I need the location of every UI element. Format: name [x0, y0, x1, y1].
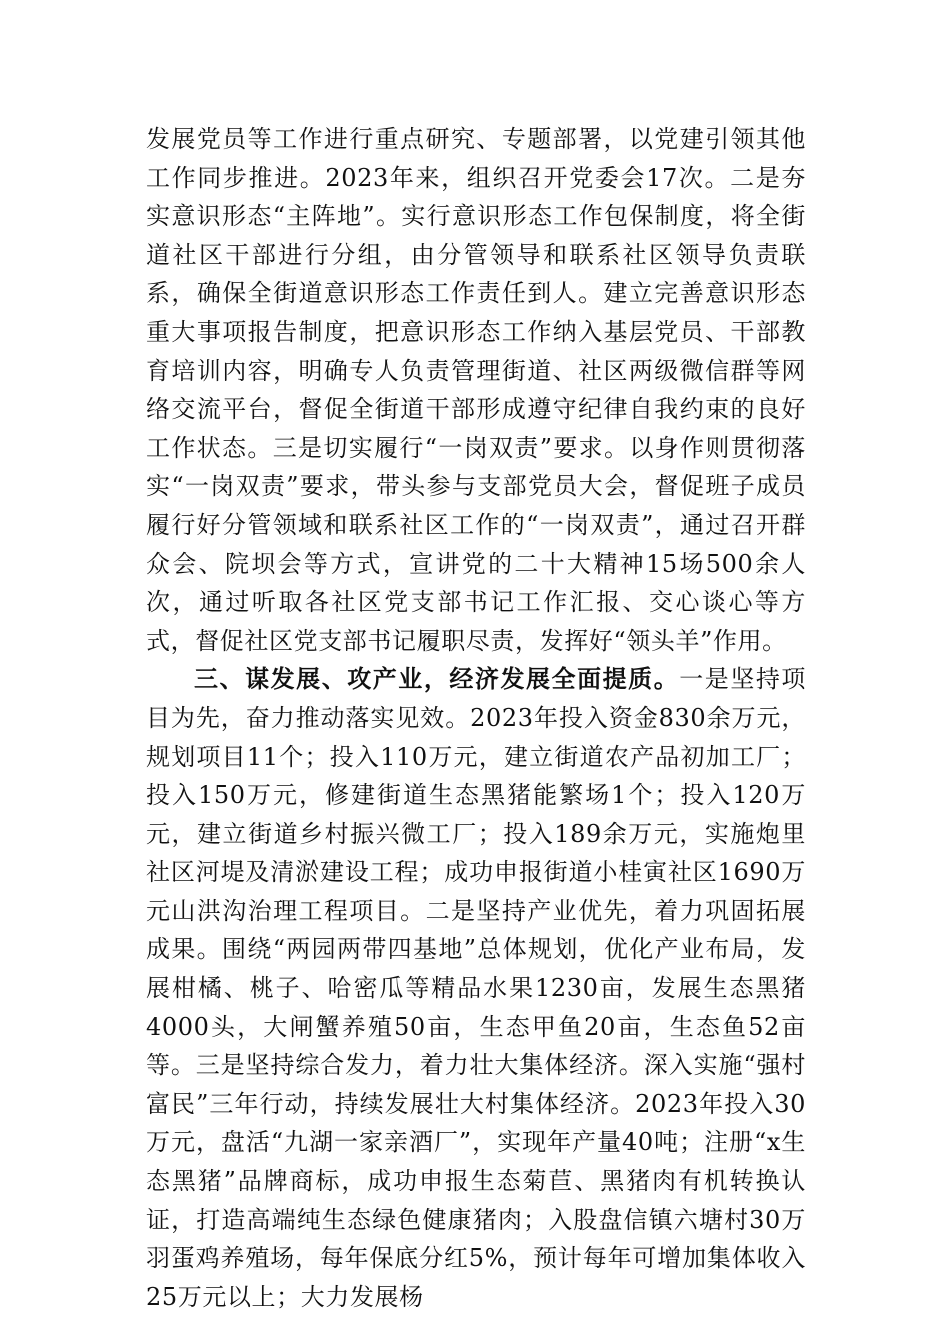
- paragraph-party-building: [146, 120, 806, 660]
- paragraph-economic-development: [146, 660, 806, 1316]
- paragraph-text: 发展党员等工作进行重点研究、专题部署，以党建引领其他工作同步推进。2023年来，组织召开党委会17次。二是夯实意识形态“主阵地”。实行意识形态工作包保制度，将全街道社区干部进行分组，由分管领导和联系社区领导负责联系，确保全街道意识形态工作责任到人。建立完善意识形态重大事项报告制度，把意识形态工作纳入基层党员、干部教育培训内容，明确专人负责管理街道、社区两级微信群等网络交流平台，督促全街道干部形成遵守纪律自我约束的良好工作状态。三是切实履行“一岗双责”要求。以身作则贯彻落实“一岗双责”要求，带头参与支部党员大会，督促班子成员履行好分管领域和联系社区工作的“一岗双责”，通过召开群众会、院坝会等方式，宣讲党的二十大精神15场500余人次，通过听取各社区党支部书记工作汇报、交心谈心等方式，督促社区党支部书记履职尽责，发挥好“领头羊”作用。: [146, 125, 806, 655]
- section-heading: 三、谋发展、攻产业，经济发展全面提质。: [194, 664, 680, 694]
- paragraph-text: 一是坚持项目为先，奋力推动落实见效。2023年投入资金830余万元，规划项目11个；投入110万元，建立街道农产品初加工厂；投入150万元，修建街道生态黑猪能繁场1个；投入120万元，建立街道乡村振兴微工厂；投入189余万元，实施炮里社区河堤及清淤建设工程；成功申报街道小桂寅社区1690万元山洪沟治理工程项目。二是坚持产业优先，着力巩固拓展成果。围绕“两园两带四基地”总体规划，优化产业布局，发展柑橘、桃子、哈密瓜等精品水果1230亩，发展生态黑猪4000头，大闸蟹养殖50亩，生态甲鱼20亩，生态鱼52亩等。三是坚持综合发力，着力壮大集体经济。深入实施“强村富民”三年行动，持续发展壮大村集体经济。2023年投入30万元，盘活“九湖一家亲酒厂”，实现年产量40吨；注册“x生态黑猪”品牌商标，成功申报生态菊苣、黑猪肉有机转换认证，打造高端纯生态绿色健康猪肉；入股盘信镇六塘村30万羽蛋鸡养殖场，每年保底分红5%，预计每年可增加集体收入25万元以上；大力发展杨: [146, 665, 807, 1311]
- document-body: [146, 120, 806, 1316]
